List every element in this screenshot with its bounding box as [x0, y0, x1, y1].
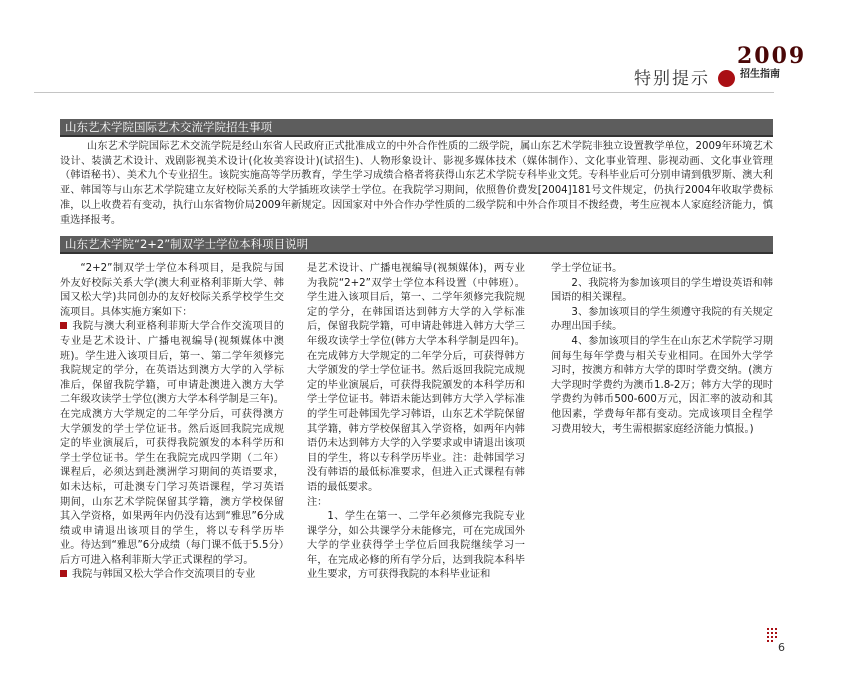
page-heading: 特别提示 — [634, 69, 710, 89]
logo-subtitle: 招生指南 — [740, 69, 780, 80]
australia-program-paragraph — [60, 320, 284, 568]
program-column-1 — [60, 262, 284, 583]
section-title-admissions: 山东艺术学院国际艺术交流学院招生事项 — [65, 120, 272, 134]
bullet-square-icon — [60, 322, 67, 329]
note-item-1: 1、学生在第一、二学年必须修完我院专业课学分，如公共课学分未能修完，可在完成国外大学的学业获得学士学位后回我院继续学习一年，在完成必修的所有学分后，达到我院本科毕业生要求，方可获得我院的本科毕业证和 — [307, 511, 525, 581]
program-column-3 — [551, 262, 773, 437]
note-item-3: 3、参加该项目的学生须遵守我院的有关规定办理出国手续。 — [551, 306, 773, 333]
section-title-bar-program — [60, 236, 773, 254]
korea-program-paragraph — [60, 568, 284, 583]
program-column-2 — [307, 262, 525, 583]
heading-divider — [34, 92, 774, 93]
admissions-paragraph: 山东艺术学院国际艺术交流学院是经山东省人民政府正式批准成立的中外合作性质的二级学院，属山东艺术学院非独立设置教学单位，2009年环境艺术设计、装潢艺术设计、戏剧影视美术设计(化妆美容设计)(试招生)、人物形象设计、影视多媒体技术（媒体制作）、文化事业管理、影视动画、文化事业管理（韩语秘书）、美术九个专业招生。该院实施高等学历教育，学生学习成绩合格者将获得山东艺术学院专科毕业文凭。专科毕业后可分别申请到俄罗斯、澳大利亚、韩国等与山东艺术学院建立友好校际关系的大学插班攻读学士学位。在我院学习期间，依照鲁价费发[2004]181号文件规定，仍执行2004年收取学费标准，以上收费若有变动，执行山东省物价局2009年新规定。因国家对中外合作办学性质的二级学院和中外合作项目不拨经费，考生应视本人家庭经济能力，慎重选择报考。 — [60, 141, 773, 226]
page-number: 6 — [778, 641, 785, 654]
note-item-2: 2、我院将为参加该项目的学生增设英语和韩国语的相关课程。 — [551, 277, 773, 304]
note-label: 注： — [307, 496, 328, 508]
guide-logo — [737, 43, 807, 80]
note-item-1-continued: 学士学位证书。 — [551, 263, 623, 274]
section-title-bar-admissions — [60, 119, 773, 137]
korea-program-continued: 是艺术设计、广播电视编导(视频媒体)，两专业为我院“2+2”双学士学位本科设置（中韩班）。学生进入该项目后，第一、二学年须修完我院规定的学分，在韩国语达到韩方大学的入学标准后，保留我院学籍，可申请赴韩进入韩方大学三年级攻读学士学位(韩方大学本科学制是四年)。在完成韩方大学规定的二年学分后，可获得韩方大学颁发的学士学位证书。然后返回我院完成规定的毕业演展后，可获得我院颁发的本科学历和学士学位证书。韩语未能达到韩方大学入学标准的学生可赴韩国先学习韩语，山东艺术学院保留其学籍，韩方学校保留其入学资格，如两年内韩语仍未达到韩方大学的入学要求或申请退出该项目的学生，将以专科学历毕业。注：赴韩国学习没有韩语的最低标准要求，但进入正式课程有韩语的最低要求。 — [307, 263, 525, 493]
australia-program-text: 我院与澳大利亚格利菲斯大学合作交流项目的专业是艺术设计、广播电视编导(视频媒体中澳班)。学生进入该项目后，第一、第二学年须修完我院规定的学分，在英语达到澳方大学的入学标准后，保留我院学籍，可申请赴澳进入澳方大学二年级攻读学士学位(澳方大学本科学制是三年)。在完成澳方大学规定的二年学分后，可获得澳方大学颁发的学士学位证书。然后返回我院完成规定的毕业演展后，可获得我院颁发的本科学历和学士学位证书。学生在我院完成四学期（二年）课程后，必须达到赴澳洲学习期间的英语要求，如未达标，可赴澳专门学习英语课程，学习英语期间，山东艺术学院保留其学籍，澳方学校保留其入学资格，如果两年内仍没有达到“雅思”6分成绩或申请退出该项目的学生，将以专科学历毕业。待达到“雅思”6分成绩（每门课不低于5.5分）后方可进入格利菲斯大学正式课程的学习。 — [60, 321, 284, 566]
logo-year: 2009 — [737, 43, 807, 69]
bullet-square-icon — [60, 570, 67, 577]
program-intro-paragraph: “2+2”制双学士学位本科项目，是我院与国外友好校际关系大学(澳大利亚格利菲斯大学、韩国又松大学)共同创办的友好校际关系学校学生交流项目。具体实施方案如下： — [60, 263, 284, 318]
heading-dot-icon — [718, 70, 735, 87]
note-item-4: 4、参加该项目的学生在山东艺术学院学习期间每生每年学费与相关专业相同。在国外大学学习时，按澳方和韩方大学的即时学费交纳。(澳方大学现时学费约为澳币1.8-2万；韩方大学的现时学费约为韩币500-600万元，因汇率的波动和其他因素，学费每年都有变动。完成该项目全程学习费用较大，考生需根据家庭经济能力慎报。) — [551, 335, 773, 435]
korea-program-text: 我院与韩国又松大学合作交流项目的专业 — [72, 569, 256, 581]
section-title-program: 山东艺术学院“2+2”制双学士学位本科项目说明 — [65, 237, 309, 251]
